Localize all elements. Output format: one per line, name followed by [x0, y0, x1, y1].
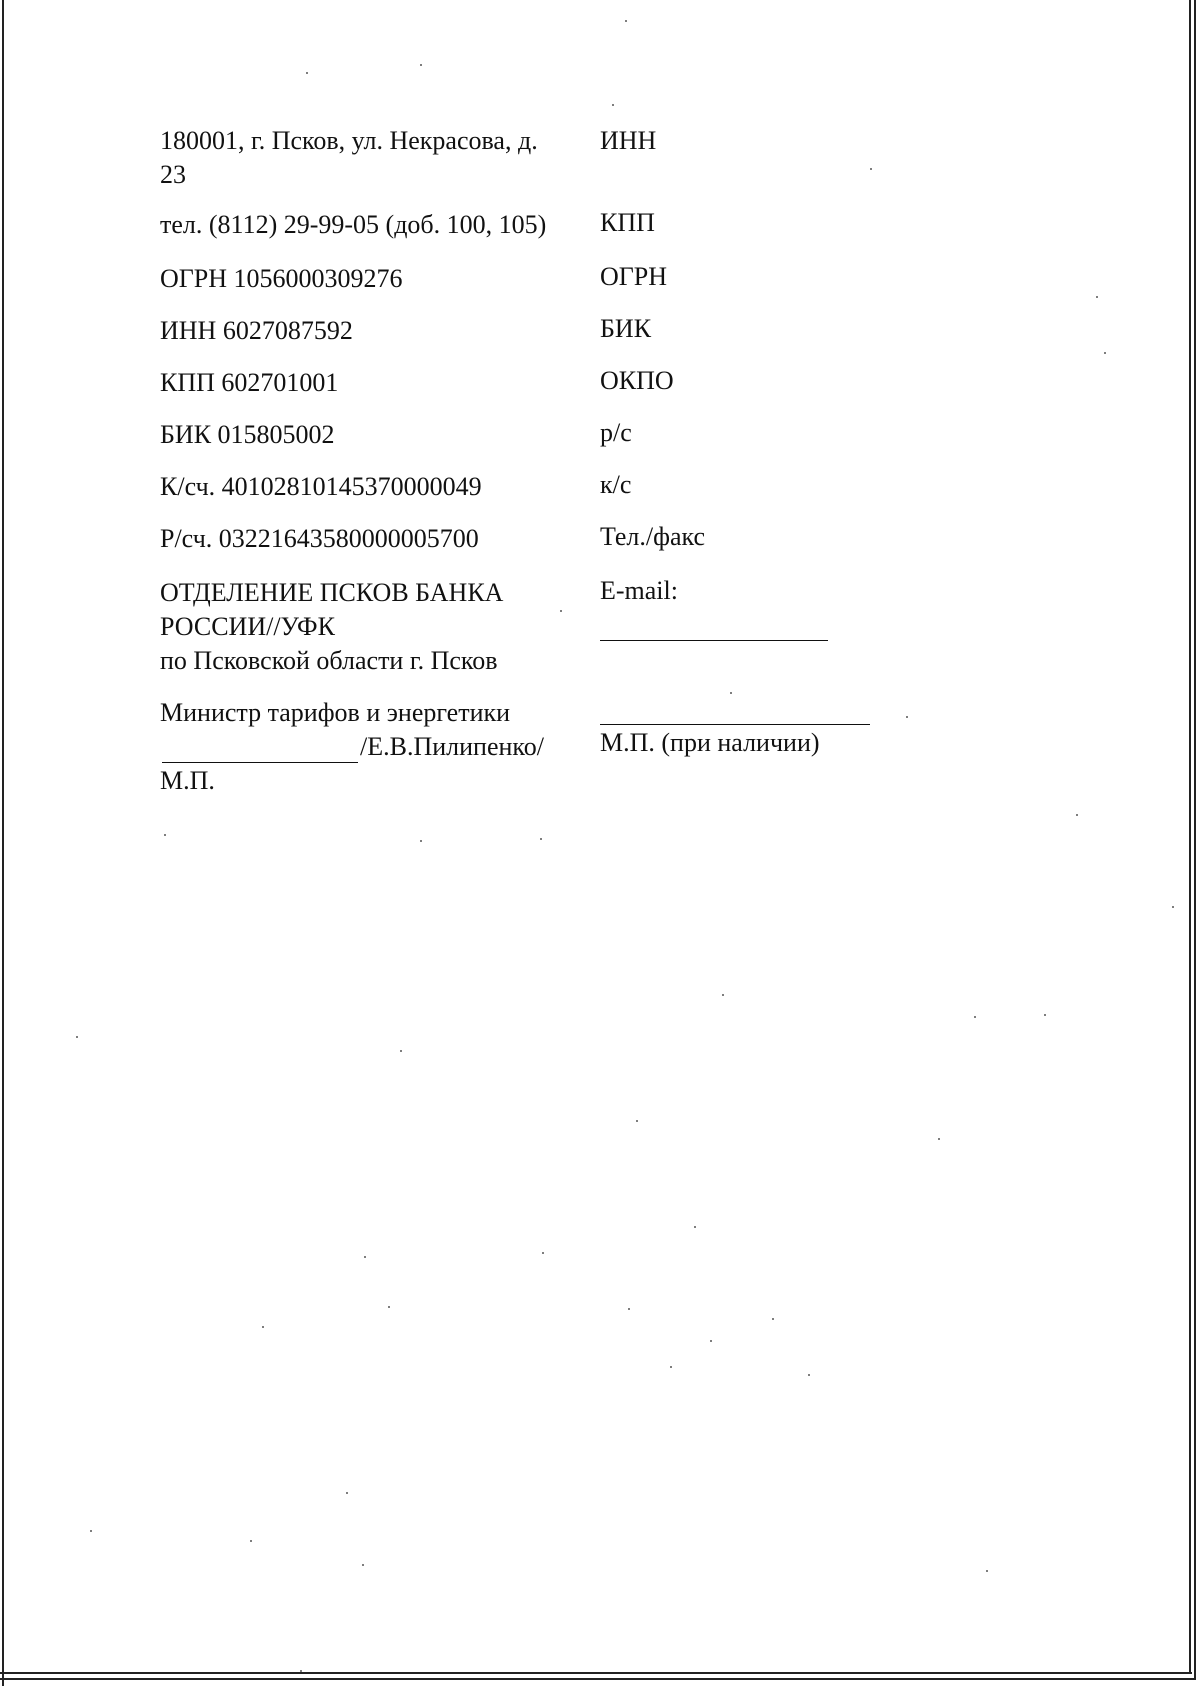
- email-label: E-mail:: [600, 576, 678, 605]
- signature-line-right: [600, 724, 870, 725]
- scan-speck: [710, 1340, 712, 1342]
- scan-border-right: [1189, 0, 1191, 1674]
- scan-border-left: [2, 0, 4, 1686]
- signatory-name: /Е.В.Пилипенко/: [360, 732, 544, 761]
- scan-speck: [808, 1374, 810, 1376]
- ogrn-label: ОГРН: [600, 262, 668, 291]
- signature-line-left: [162, 762, 358, 763]
- kpp-label: КПП: [600, 208, 655, 237]
- scan-speck: [938, 1138, 940, 1140]
- scan-border-bottom: [0, 1672, 1192, 1674]
- scan-speck: [636, 1120, 638, 1122]
- scan-speck: [722, 994, 724, 996]
- scan-speck: [400, 1050, 402, 1052]
- scan-speck: [420, 64, 422, 66]
- scan-speck: [300, 1670, 302, 1672]
- ogrn-line: ОГРН 1056000309276: [160, 264, 403, 293]
- inn-line: ИНН 6027087592: [160, 316, 353, 345]
- scan-border-right-outer: [1194, 0, 1196, 1680]
- scan-speck: [542, 1252, 544, 1254]
- scan-speck: [670, 1366, 672, 1368]
- scan-speck: [625, 20, 627, 22]
- stamp-label-right: М.П. (при наличии): [600, 728, 820, 757]
- scan-speck: [540, 838, 542, 840]
- bik-label: БИК: [600, 314, 652, 343]
- rs-label: р/с: [600, 418, 632, 447]
- scan-speck: [388, 1306, 390, 1308]
- stamp-label-left: М.П.: [160, 766, 215, 795]
- scan-speck: [560, 610, 562, 612]
- scan-speck: [974, 1016, 976, 1018]
- settlement-account-line: Р/сч. 03221643580000005700: [160, 524, 479, 553]
- okpo-label: ОКПО: [600, 366, 674, 395]
- scan-border-bottom-outer: [0, 1678, 1196, 1680]
- scan-speck: [164, 834, 166, 836]
- scan-speck: [250, 1540, 252, 1542]
- bank-name-line-3: по Псковской области г. Псков: [160, 646, 498, 675]
- scan-speck: [628, 1308, 630, 1310]
- scan-speck: [730, 692, 732, 694]
- phone-fax-label: Тел./факс: [600, 522, 706, 551]
- scan-speck: [1076, 814, 1078, 816]
- scan-speck: [262, 1326, 264, 1328]
- bank-name-line-1: ОТДЕЛЕНИЕ ПСКОВ БАНКА: [160, 578, 504, 607]
- scan-speck: [1096, 296, 1098, 298]
- scan-speck: [986, 1570, 988, 1572]
- inn-label: ИНН: [600, 126, 657, 155]
- scan-speck: [1172, 906, 1174, 908]
- scan-speck: [90, 1530, 92, 1532]
- scan-speck: [364, 1256, 366, 1258]
- scan-speck: [362, 1564, 364, 1566]
- scan-speck: [1104, 352, 1106, 354]
- kpp-line: КПП 602701001: [160, 368, 339, 397]
- scan-speck: [306, 72, 308, 74]
- corr-account-line: К/сч. 40102810145370000049: [160, 472, 482, 501]
- email-blank-line: [600, 640, 828, 641]
- scan-speck: [420, 840, 422, 842]
- scan-speck: [1044, 1014, 1046, 1016]
- scan-speck: [870, 168, 872, 170]
- scan-speck: [694, 1226, 696, 1228]
- ks-label: к/с: [600, 470, 632, 499]
- address-line-2: 23: [160, 160, 186, 189]
- scan-speck: [346, 1492, 348, 1494]
- bank-name-line-2: РОССИИ//УФК: [160, 612, 335, 641]
- address-line-1: 180001, г. Псков, ул. Некрасова, д.: [160, 126, 538, 155]
- bik-line: БИК 015805002: [160, 420, 335, 449]
- signatory-title: Министр тарифов и энергетики: [160, 698, 511, 727]
- phone-line: тел. (8112) 29-99-05 (доб. 100, 105): [160, 210, 547, 239]
- scan-speck: [772, 1318, 774, 1320]
- scan-speck: [906, 716, 908, 718]
- scan-speck: [76, 1036, 78, 1038]
- scan-speck: [612, 104, 614, 106]
